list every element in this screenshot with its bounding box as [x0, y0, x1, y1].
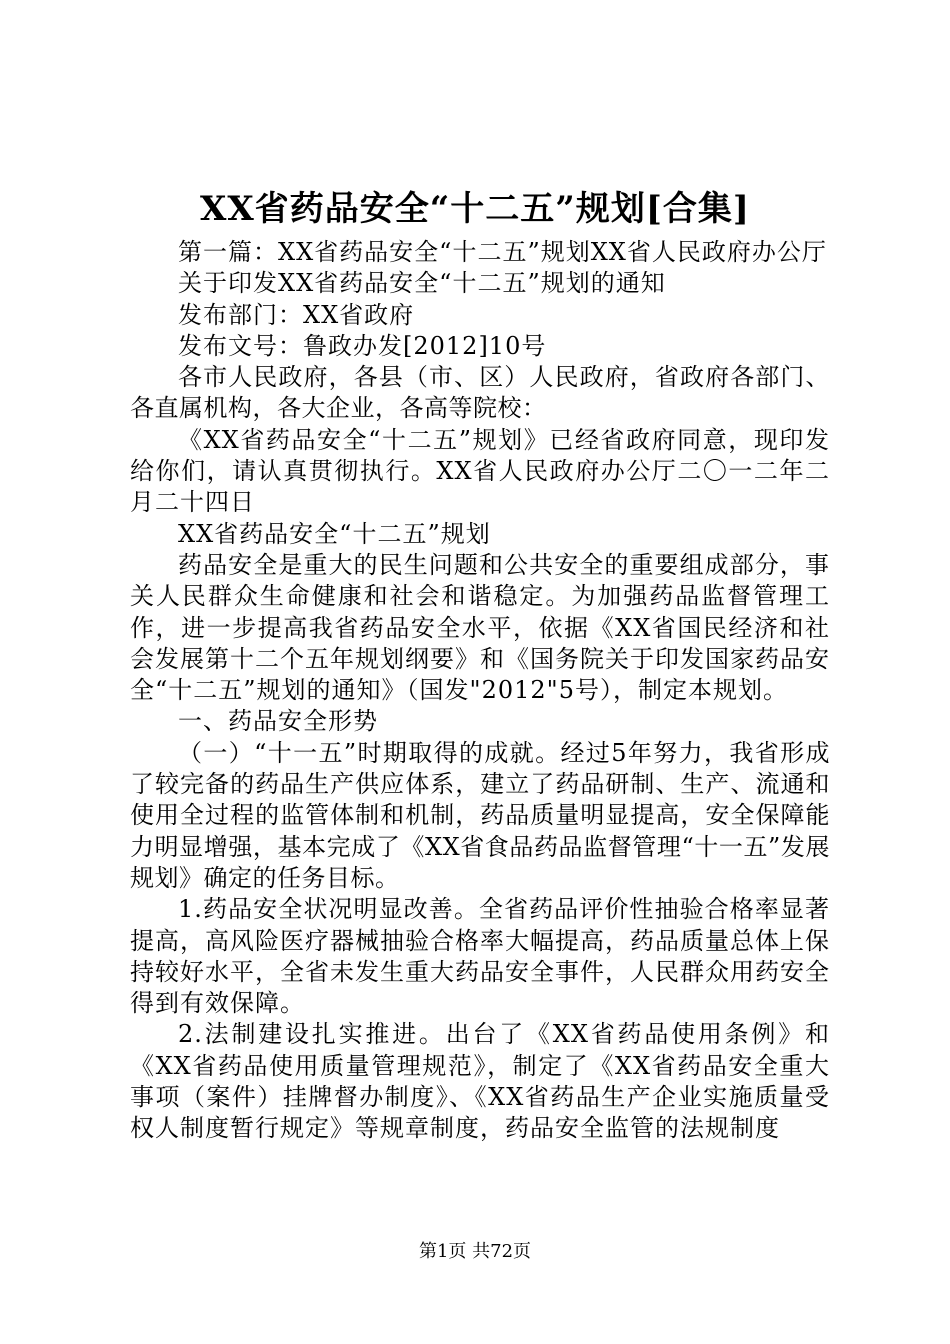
paragraph-10: （一）“十一五”时期取得的成就。经过5年努力，我省形成了较完备的药品生产供应体系，建立了药品研制、生产、流通和使用全过程的监管体制和机制，药品质量明显提高，安全保障能力明显增强，基本完成了《XX省食品药品监督管理“十一五”发展规划》确定的任务目标。 [130, 738, 830, 892]
section-heading: 一、药品安全形势 [178, 707, 378, 736]
paragraph-12: 2.法制建设扎实推进。出台了《XX省药品使用条例》和《XX省药品使用质量管理规范》，制定了《XX省药品安全重大事项（案件）挂牌督办制度》、《XX省药品生产企业实施质量受权人制度暂行规定》等规章制度，药品安全监管的法规制度 [130, 1020, 830, 1143]
paragraph-6: 《XX省药品安全“十二五”规划》已经省政府同意，现印发给你们，请认真贯彻执行。XX省人民政府办公厅二〇一二年二月二十四日 [130, 425, 830, 517]
paragraph-5: 各市人民政府，各县（市、区）人民政府，省政府各部门、各直属机构，各大企业，各高等院校： [130, 363, 830, 423]
paragraph-4: 发布文号：鲁政办发[2012]10号 [178, 331, 547, 360]
paragraph-11: 1.药品安全状况明显改善。全省药品评价性抽验合格率显著提高，高风险医疗器械抽验合格率大幅提高，药品质量总体上保持较好水平，全省未发生重大药品安全事件，人民群众用药安全得到有效保障。 [130, 895, 830, 1018]
document-title: XX省药品安全“十二五”规划[合集] [199, 189, 751, 229]
paragraph-2: 关于印发XX省药品安全“十二五”规划的通知 [178, 269, 666, 298]
paragraph-1: 第一篇：XX省药品安全“十二五”规划XX省人民政府办公厅 [178, 238, 827, 266]
paragraph-7: XX省药品安全“十二五”规划 [178, 519, 491, 548]
document-body [130, 237, 830, 1145]
paragraph-8: 药品安全是重大的民生问题和公共安全的重要组成部分，事关人民群众生命健康和社会和谐稳定。为加强药品监督管理工作，进一步提高我省药品安全水平，依据《XX省国民经济和社会发展第十二个五年规划纲要》和《国务院关于印发国家药品安全“十二五”规划的通知》（国发"2012"5号），制定本规划。 [130, 550, 830, 705]
paragraph-3: 发布部门：XX省政府 [178, 300, 415, 329]
page-number-footer: 第1页 共72页 [418, 1241, 532, 1262]
